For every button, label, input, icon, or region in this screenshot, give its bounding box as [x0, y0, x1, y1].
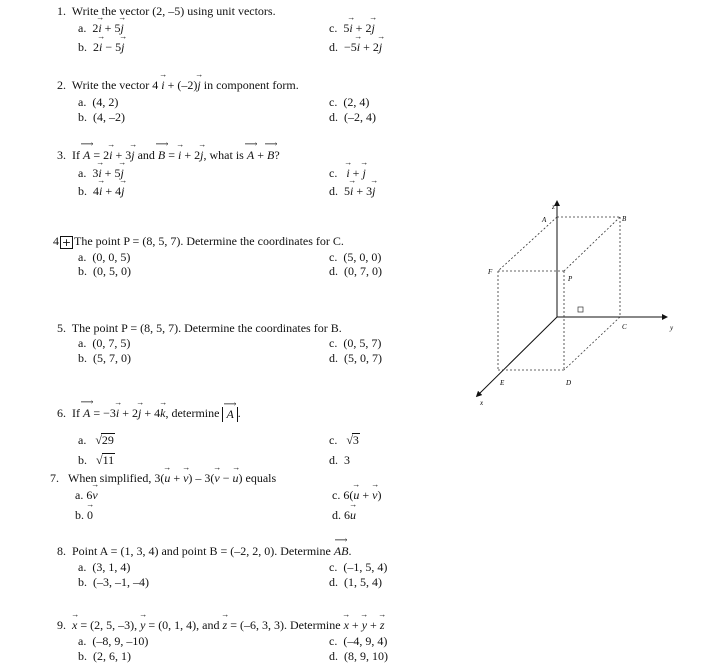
q3-option-a[interactable]: a. 3→ i + 5→ j	[78, 166, 124, 180]
q6-stem: 6. If ⟶ A = −3→ i + 2→ j + 4→ k, determine ⟶ A .	[57, 406, 241, 422]
q8-option-a[interactable]: a. (3, 1, 4)	[78, 560, 131, 574]
q6-option-c[interactable]: c. √3	[329, 433, 359, 447]
label-A: A	[542, 216, 547, 224]
q9-option-b[interactable]: b. (2, 6, 1)	[78, 649, 131, 663]
q1-text: Write the vector (2, –5) using unit vectors.	[71, 4, 276, 18]
q2-option-d[interactable]: d. (–2, 4)	[329, 110, 376, 124]
q4-stem: 4 + The point P = (8, 5, 7). Determine the coordinates for C.	[53, 234, 344, 249]
label-y: y	[670, 324, 674, 332]
q5-option-c[interactable]: c. (0, 5, 7)	[329, 336, 382, 350]
q2-option-b[interactable]: b. (4, –2)	[78, 110, 125, 124]
label-E: E	[500, 379, 505, 387]
q4-option-b[interactable]: b. (0, 5, 0)	[78, 264, 131, 278]
q9-stem: 9. → x = (2, 5, –3), → y = (0, 1, 4), and → z = (–6, 3, 3). Determine → x + → y + → z	[57, 618, 384, 632]
q5-option-a[interactable]: a. (0, 7, 5)	[78, 336, 131, 350]
q1-stem	[57, 4, 276, 18]
label-z: z	[552, 203, 555, 211]
q8-option-d[interactable]: d. (1, 5, 4)	[329, 575, 382, 589]
q3-option-b[interactable]: b. 4→ i + 4→ j	[78, 184, 124, 198]
q4-option-c[interactable]: c. (5, 0, 0)	[329, 250, 382, 264]
q2-option-c[interactable]: c. (2, 4)	[329, 95, 370, 109]
q4-option-a[interactable]: a. (0, 0, 5)	[78, 250, 131, 264]
q7-stem: 7. When simplified, 3(→ u + → v) – 3(→ v − → u) equals	[50, 471, 276, 485]
label-x: x	[480, 399, 484, 407]
q5-option-d[interactable]: d. (5, 0, 7)	[329, 351, 382, 365]
q7-option-d[interactable]: d. 6→ u	[332, 508, 356, 522]
label-P: P	[568, 275, 573, 283]
q2-option-a[interactable]: a. (4, 2)	[78, 95, 119, 109]
q8-stem: 8. Point A = (1, 3, 4) and point B = (–2, 2, 0). Determine ⟶ AB.	[57, 544, 352, 558]
q3-option-d[interactable]: d. 5→ i + 3→ j	[329, 184, 375, 198]
q6-option-d[interactable]: d. 3	[329, 453, 350, 467]
label-B: B	[622, 215, 627, 223]
q4-option-d[interactable]: d. (0, 7, 0)	[329, 264, 382, 278]
box-diagram	[470, 195, 690, 410]
q9-option-a[interactable]: a. (–8, 9, –10)	[78, 634, 149, 648]
box-edges	[498, 217, 620, 370]
move-handle-icon[interactable]: +	[61, 235, 72, 249]
q1-option-b[interactable]: b. 2→ i − 5→ j	[78, 40, 124, 54]
q8-option-b[interactable]: b. (–3, –1, –4)	[78, 575, 149, 589]
q2-stem: 2. Write the vector 4 → i + (–2)→ j in component form.	[57, 78, 299, 92]
q9-option-c[interactable]: c. (–4, 9, 4)	[329, 634, 388, 648]
q6-option-a[interactable]: a. √29	[78, 433, 114, 447]
q9-option-d[interactable]: d. (8, 9, 10)	[329, 649, 388, 663]
q3-stem: 3. If ⟶ A = 2→ i + 3→ j and ⟶ B = → i + 2→ j, what is ⟶ A + ⟶ B?	[57, 148, 280, 162]
q7-option-b[interactable]: b. → 0	[75, 508, 93, 522]
right-angle-marker	[578, 307, 583, 312]
q6-option-b[interactable]: b. √11	[78, 453, 115, 467]
q5-option-b[interactable]: b. (5, 7, 0)	[78, 351, 131, 365]
label-F: F	[488, 268, 493, 276]
q5-stem: 5. The point P = (8, 5, 7). Determine the coordinates for B.	[57, 321, 342, 335]
q7-option-a[interactable]: a. 6→ v	[75, 488, 98, 502]
q1-option-a[interactable]: a. 2→ i + 5→ j	[78, 21, 124, 35]
q1-option-d[interactable]: d. −5→ i + 2→ j	[329, 40, 382, 54]
label-C: C	[622, 323, 627, 331]
q1-option-c[interactable]: c. 5→ i + 2→ j	[329, 21, 375, 35]
q7-option-c[interactable]: c. 6(→ u + → v)	[332, 488, 381, 502]
q8-option-c[interactable]: c. (–1, 5, 4)	[329, 560, 388, 574]
q1-number: 1.	[57, 4, 66, 18]
q3-option-c[interactable]: c. → i + → j	[329, 166, 366, 180]
label-D: D	[566, 379, 572, 387]
x-axis	[478, 317, 557, 395]
